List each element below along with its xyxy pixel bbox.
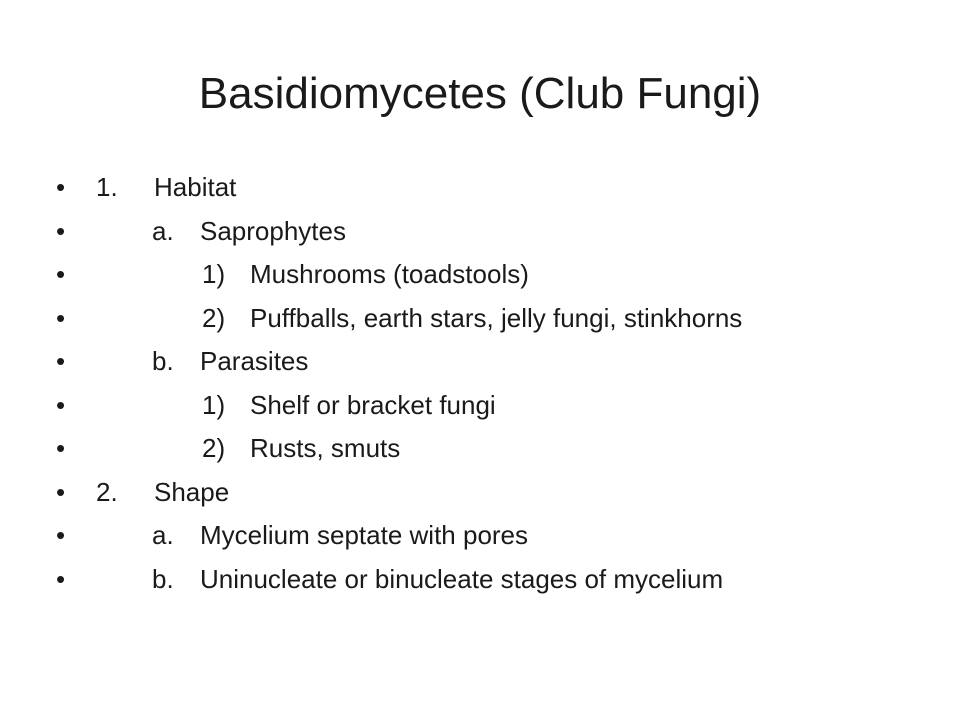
bullet-icon: •: [56, 172, 66, 202]
list-item: [56, 166, 936, 210]
bullet-icon: •: [56, 259, 66, 289]
list-item: [56, 384, 936, 428]
item-number: 1): [202, 389, 226, 420]
item-text: Mycelium septate with pores: [200, 520, 529, 550]
bullet-list: [56, 166, 936, 601]
item-number: 2): [202, 433, 226, 463]
item-letter: a.: [152, 520, 174, 550]
bullet-icon: •: [56, 520, 66, 550]
item-letter: a.: [152, 215, 174, 246]
bullet-icon: •: [56, 389, 66, 420]
slide-title: Basidiomycetes (Club Fungi): [198, 69, 762, 118]
item-text: Shape: [154, 476, 230, 507]
list-item: [56, 253, 936, 297]
list-item: [56, 471, 936, 515]
item-number: 2): [202, 302, 226, 333]
list-item: [56, 558, 936, 602]
item-number: 1): [202, 259, 226, 289]
bullet-icon: •: [56, 433, 66, 463]
item-text: Rusts, smuts: [250, 433, 401, 463]
item-text: Habitat: [154, 172, 237, 202]
item-text: Saprophytes: [200, 215, 346, 246]
list-item: [56, 340, 936, 384]
item-number: 2.: [96, 476, 118, 507]
item-text: Puffballs, earth stars, jelly fungi, stinkhorns: [250, 302, 743, 333]
item-number: 1.: [96, 172, 118, 202]
item-text: Shelf or bracket fungi: [250, 389, 496, 420]
bullet-icon: •: [56, 563, 66, 594]
item-text: Mushrooms (toadstools): [250, 259, 529, 289]
item-text: Uninucleate or binucleate stages of mycelium: [200, 563, 724, 594]
list-item: [56, 297, 936, 341]
bullet-icon: •: [56, 476, 66, 507]
item-letter: b.: [152, 346, 174, 376]
item-text: Parasites: [200, 346, 309, 376]
list-item: [56, 514, 936, 558]
bullet-icon: •: [56, 302, 66, 333]
item-letter: b.: [152, 563, 174, 594]
bullet-icon: •: [56, 215, 66, 246]
bullet-icon: •: [56, 346, 66, 376]
list-item: [56, 427, 936, 471]
list-item: [56, 210, 936, 254]
